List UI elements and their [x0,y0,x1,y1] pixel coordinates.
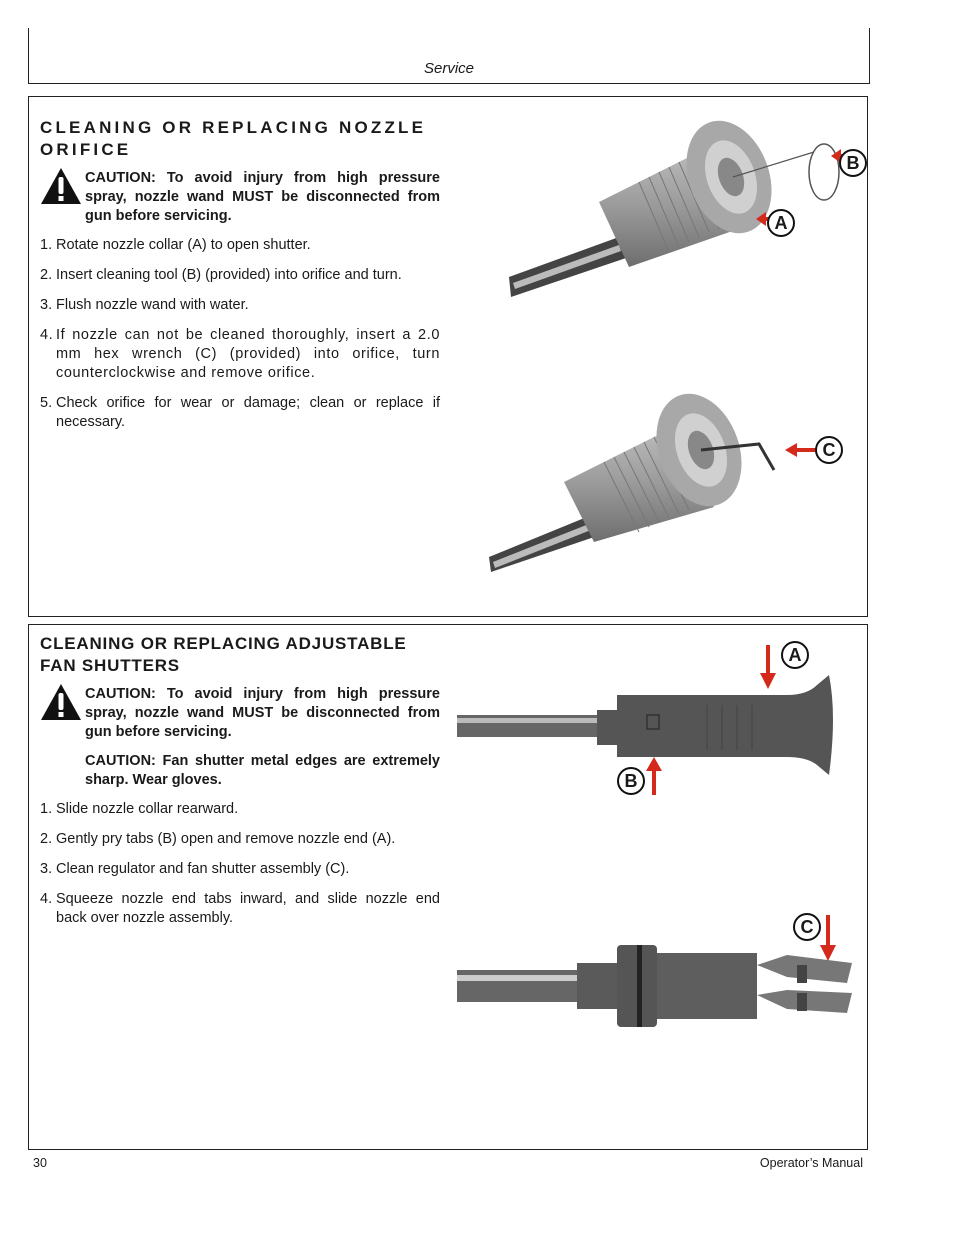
fan-shutter-assembly-photo [457,935,857,1045]
nozzle-cleaning-tool-photo [509,117,849,307]
callout-b: B [617,767,645,795]
manual-title: Operator’s Manual [759,1156,863,1170]
list-item: 5. Check orifice for wear or damage; clean or replace if necessary. [40,395,440,430]
callout-c: C [815,436,843,464]
callout-a: A [781,641,809,669]
caution-note-sharp-edges: CAUTION: Fan shutter metal edges are extremely sharp. Wear gloves. [85,753,440,788]
warning-triangle-icon [40,683,82,721]
callout-a: A [767,209,795,237]
nozzle-hex-wrench-photo [489,392,819,572]
warning-triangle-icon [40,167,82,205]
fan-shutters-section [28,624,868,1150]
page-header [28,28,870,84]
list-item: 1. Rotate nozzle collar (A) to open shutter. [40,237,311,253]
list-item: 4. If nozzle can not be cleaned thoroughly, insert a 2.0 mm hex wrench (C) (provided) into orifice, turn counterclockwise and remove orifice. [40,327,440,381]
steps-list [40,236,440,432]
caution-note: CAUTION: To avoid injury from high pressure spray, nozzle wand MUST be disconnected from gun before servicing. [40,685,440,742]
list-item: 1. Slide nozzle collar rearward. [40,801,239,817]
page-number: 30 [33,1156,47,1170]
arrow-icon [817,913,839,963]
list-item: 2. Insert cleaning tool (B) (provided) into orifice and turn. [40,267,402,283]
nozzle-orifice-section [28,96,868,617]
callout-b: B [839,149,867,177]
section-title: CLEANING OR REPLACING ADJUSTABLE FAN SHUTTERS [40,634,407,675]
list-item: 3. Clean regulator and fan shutter assembly (C). [40,861,350,877]
arrow-icon [757,643,779,691]
caution-note: CAUTION: To avoid injury from high pressure spray, nozzle wand MUST be disconnected from gun before servicing. [40,169,440,226]
list-item: 3. Flush nozzle wand with water. [40,297,249,313]
fan-shutters-text [40,633,440,939]
nozzle-orifice-text [40,117,440,443]
callout-c: C [793,913,821,941]
list-item: 2. Gently pry tabs (B) open and remove nozzle end (A). [40,831,396,847]
steps-list [40,800,440,928]
section-name: Service [423,60,475,77]
arrow-icon [643,755,665,797]
section-title: CLEANING OR REPLACING NOZZLE ORIFICE [40,118,427,159]
list-item: 4. Squeeze nozzle end tabs inward, and slide nozzle end back over nozzle assembly. [40,891,440,926]
